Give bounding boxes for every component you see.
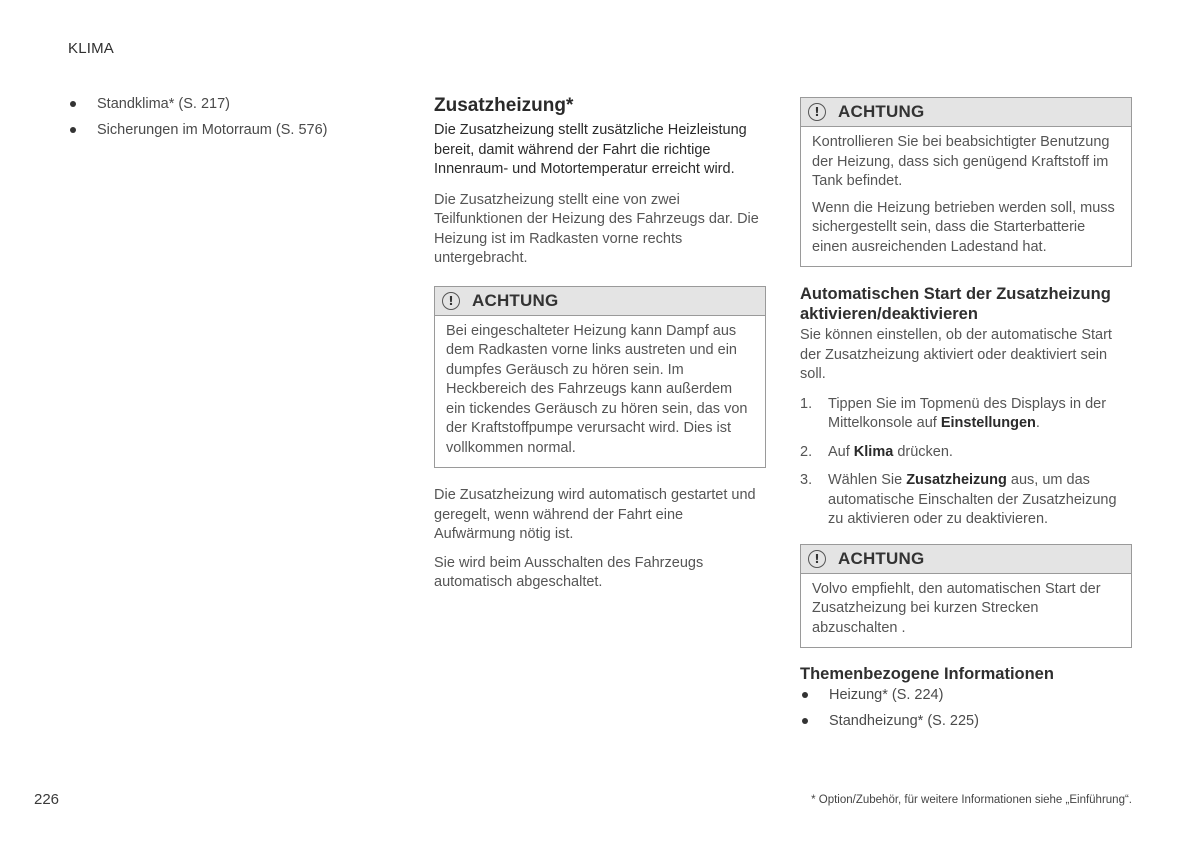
step-text: Wählen Sie bbox=[828, 472, 907, 488]
footnote: * Option/Zubehör, für weitere Informationen siehe „Einführung“. bbox=[811, 794, 1132, 806]
warning-header bbox=[801, 545, 1131, 574]
step-item bbox=[800, 443, 1132, 463]
link-heizung[interactable]: Heizung* (S. 224) bbox=[829, 687, 944, 703]
warning-body bbox=[435, 316, 765, 468]
body-paragraph: Die Zusatzheizung wird automatisch gestartet und geregelt, wenn während der Fahrt eine Aufwärmung nötig ist. bbox=[434, 487, 756, 542]
step-keyword: Einstellungen bbox=[940, 415, 1036, 431]
related-links-list bbox=[68, 95, 368, 140]
step-text: . bbox=[1035, 415, 1040, 431]
warning-text: Volvo empfiehlt, den automatischen Start der Zusatzheizung bei kurzen Strecken abzuschalten . bbox=[812, 580, 1101, 636]
link-sicherungen[interactable]: Sicherungen im Motorraum (S. 576) bbox=[97, 122, 328, 138]
middle-column bbox=[434, 95, 766, 602]
step-number: 3. bbox=[800, 472, 813, 488]
page-title: Zusatzheizung* bbox=[434, 95, 574, 116]
warning-box bbox=[434, 286, 766, 469]
warning-title: ACHTUNG bbox=[838, 102, 925, 121]
warning-text: Kontrollieren Sie bei beabsichtigter Benutzung der Heizung, dass sich genügend Kraftstoff im Tank befindet. bbox=[812, 134, 1110, 189]
link-standheizung[interactable]: Standheizung* (S. 225) bbox=[829, 713, 979, 729]
body-paragraph: Die Zusatzheizung stellt eine von zwei Teilfunktionen der Heizung des Fahrzeugs dar. Die Heizung ist im Radkasten vorne rechts untergebracht. bbox=[434, 191, 759, 266]
bullet-icon bbox=[70, 101, 76, 107]
page-number: 226 bbox=[34, 791, 60, 808]
warning-body bbox=[801, 574, 1131, 648]
section-header: KLIMA bbox=[68, 40, 115, 57]
warning-text: Wenn die Heizung betrieben werden soll, muss sichergestellt sein, dass die Starterbatterie einen ausreichenden Ladestand hat. bbox=[812, 199, 1115, 255]
step-text: aus, um das automatische Einschalten der Zusatzheizung zu aktivieren oder zu deaktivieren. bbox=[828, 472, 1117, 527]
step-item bbox=[800, 471, 1132, 530]
step-text: drücken. bbox=[893, 443, 953, 460]
warning-header bbox=[801, 98, 1131, 127]
step-keyword: Klima bbox=[853, 443, 894, 460]
info-warning-icon: ! bbox=[808, 550, 826, 568]
related-info-heading: Themenbezogene Informationen bbox=[800, 665, 1054, 683]
step-text: Tippen Sie im Topmenü des Displays in der Mittelkonsole auf bbox=[828, 395, 1107, 431]
step-text: Auf bbox=[828, 443, 854, 460]
bullet-icon bbox=[70, 127, 76, 133]
related-links-list bbox=[800, 686, 1132, 731]
list-item[interactable] bbox=[800, 686, 1132, 705]
steps-list bbox=[800, 395, 1132, 530]
link-standklima[interactable]: Standklima* (S. 217) bbox=[97, 96, 230, 112]
step-keyword: Zusatzheizung bbox=[906, 472, 1007, 488]
warning-header bbox=[435, 287, 765, 316]
warning-text: Bei eingeschalteter Heizung kann Dampf aus dem Radkasten vorne links austreten und ein dumpfes Geräusch zu hören sein. Im Heckbereich des Fahrzeugs kann außerdem ein tickendes Geräusch zu hören sein, das von der Kraftstoffpumpe verursacht wird. Dies ist vollkommen normal. bbox=[446, 322, 748, 456]
step-number: 1. bbox=[800, 395, 813, 412]
list-item[interactable] bbox=[68, 95, 368, 114]
warning-body bbox=[801, 127, 1131, 266]
list-item[interactable] bbox=[800, 712, 1132, 731]
warning-title: ACHTUNG bbox=[838, 548, 925, 568]
intro-paragraph: Sie können einstellen, ob der automatische Start der Zusatzheizung aktiviert oder deaktiviert sein soll. bbox=[800, 327, 1112, 382]
info-warning-icon: ! bbox=[808, 103, 826, 121]
bullet-icon bbox=[802, 692, 808, 698]
body-paragraph: Sie wird beim Ausschalten des Fahrzeugs automatisch abgeschaltet. bbox=[434, 554, 704, 590]
warning-box bbox=[800, 97, 1132, 267]
right-column bbox=[800, 97, 1132, 738]
lead-paragraph: Die Zusatzheizung stellt zusätzliche Heizleistung bereit, damit während der Fahrt die richtige Innenraum- und Motortemperatur erreicht wird. bbox=[434, 122, 747, 177]
info-warning-icon: ! bbox=[442, 292, 460, 310]
warning-box bbox=[800, 544, 1132, 649]
section-subheading: Automatischen Start der Zusatzheizung aktivieren/deaktivieren bbox=[800, 285, 1111, 323]
list-item[interactable] bbox=[68, 121, 368, 140]
bullet-icon bbox=[802, 718, 808, 724]
warning-title: ACHTUNG bbox=[472, 290, 559, 310]
step-number: 2. bbox=[800, 443, 813, 460]
left-column bbox=[68, 95, 368, 147]
step-item bbox=[800, 395, 1132, 434]
